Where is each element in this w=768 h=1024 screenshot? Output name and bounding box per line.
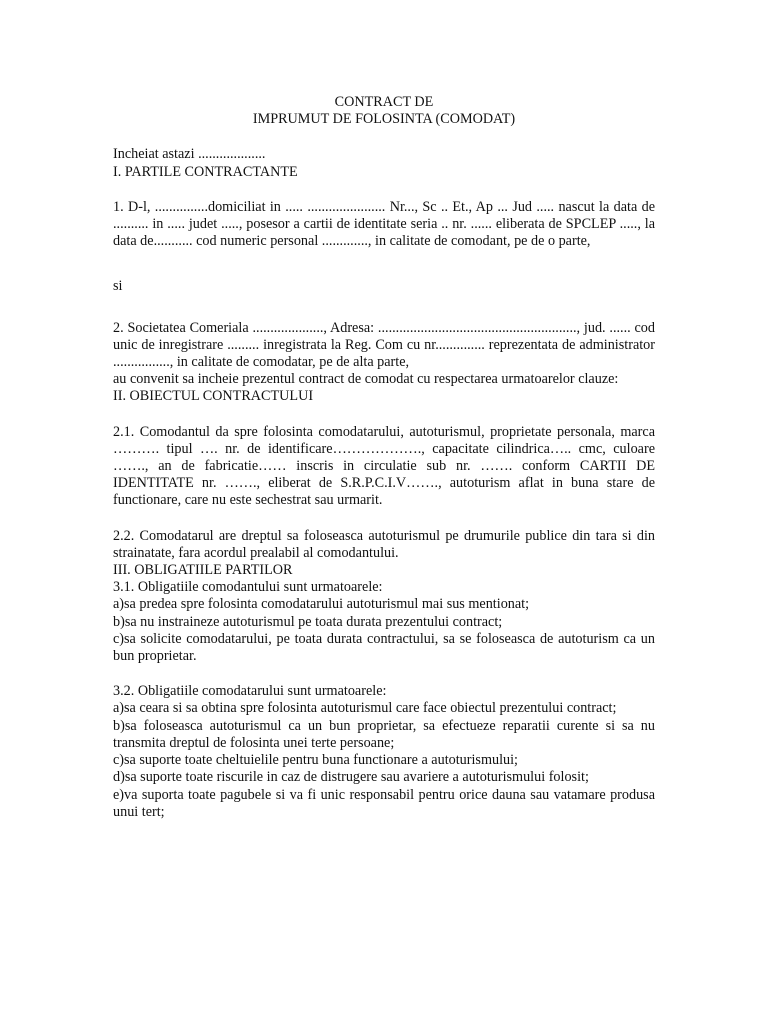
- concluded-date-line: Incheiat astazi ...................: [113, 146, 266, 163]
- list-item: c)sa solicite comodatarului, pe toata durata contractului, sa se foloseasca de autoturism ca un bun proprietar.: [113, 630, 655, 665]
- section-heading-object: II. OBIECTUL CONTRACTULUI: [113, 388, 314, 405]
- list-item: c)sa suporte toate cheltuielile pentru buna functionare a autoturismului;: [113, 752, 518, 769]
- section-heading-obligations: III. OBLIGATIILE PARTILOR: [113, 562, 293, 579]
- list-item: a)sa predea spre folosinta comodatarului autoturismul mai sus mentionat;: [113, 596, 530, 613]
- list-item: d)sa suporte toate riscurile in caz de distrugere sau avariere a autoturismului folosit;: [113, 769, 589, 786]
- contract-title-line2: IMPRUMUT DE FOLOSINTA (COMODAT): [252, 111, 516, 128]
- party-two-paragraph: 2. Societatea Comeriala ...................., Adresa: ........................................................, jud. ...... cod unic de inregistrare ......... inregistrata la Reg. Com cu nr.............. reprezentata de administrator ................, in calitate de comodatar, pe de alta parte,: [113, 319, 655, 371]
- contract-title-line1: CONTRACT DE: [334, 94, 434, 110]
- clause-3-1-intro: 3.1. Obligatiile comodantului sunt urmatoarele:: [113, 579, 383, 596]
- section-heading-parties: I. PARTILE CONTRACTANTE: [113, 163, 298, 180]
- party-one-paragraph: 1. D-l, ...............domiciliat in ..... ...................... Nr..., Sc .. Et., Ap ... Jud ..... nascut la data de .......... in ..... judet ....., posesor a cartii de identitate seria .. nr. ...... eliberata de SPCLEP ....., la data de........... cod numeric personal ............., in calitate de comodant, pe de o parte,: [113, 198, 655, 250]
- clause-3-2-intro: 3.2. Obligatiile comodatarului sunt urmatoarele:: [113, 683, 387, 700]
- list-item: e)va suporta toate pagubele si va fi unic responsabil pentru orice dauna sau vatamare produsa unui tert;: [113, 786, 655, 820]
- list-item: b)sa nu instraineze autoturismul pe toata durata prezentului contract;: [113, 613, 503, 630]
- contract-page: [113, 94, 655, 821]
- conjunction-and: si: [113, 278, 123, 295]
- agreement-line: au convenit sa incheie prezentul contract de comodat cu respectarea urmatoarelor clauze:: [113, 371, 619, 388]
- list-item: a)sa ceara si sa obtina spre folosinta autoturismul care face obiectul prezentului contract;: [113, 700, 617, 717]
- list-item: b)sa foloseasca autoturismul ca un bun proprietar, sa efectueze reparatii curente si sa nu transmita dreptul de folosinta unei terte persoane;: [113, 717, 655, 751]
- clause-2-1: 2.1. Comodantul da spre folosinta comodatarului, autoturismul, proprietate personala, marca ………. tipul …. nr. de identificare………………., capacitate cilindrica….. cmc, culoare ……., an de fabricatie…… inscris in circulatie sub nr. ……. conform CARTII DE IDENTITATE nr. ……., eliberat de S.R.P.C.I.V……., autoturism aflat in buna stare de functionare, care nu este sechestrat sau urmarit.: [113, 423, 655, 509]
- clause-2-2: 2.2. Comodatarul are dreptul sa foloseasca autoturismul pe drumurile publice din tara si din strainatate, fara acordul prealabil al comodantului.: [113, 527, 655, 561]
